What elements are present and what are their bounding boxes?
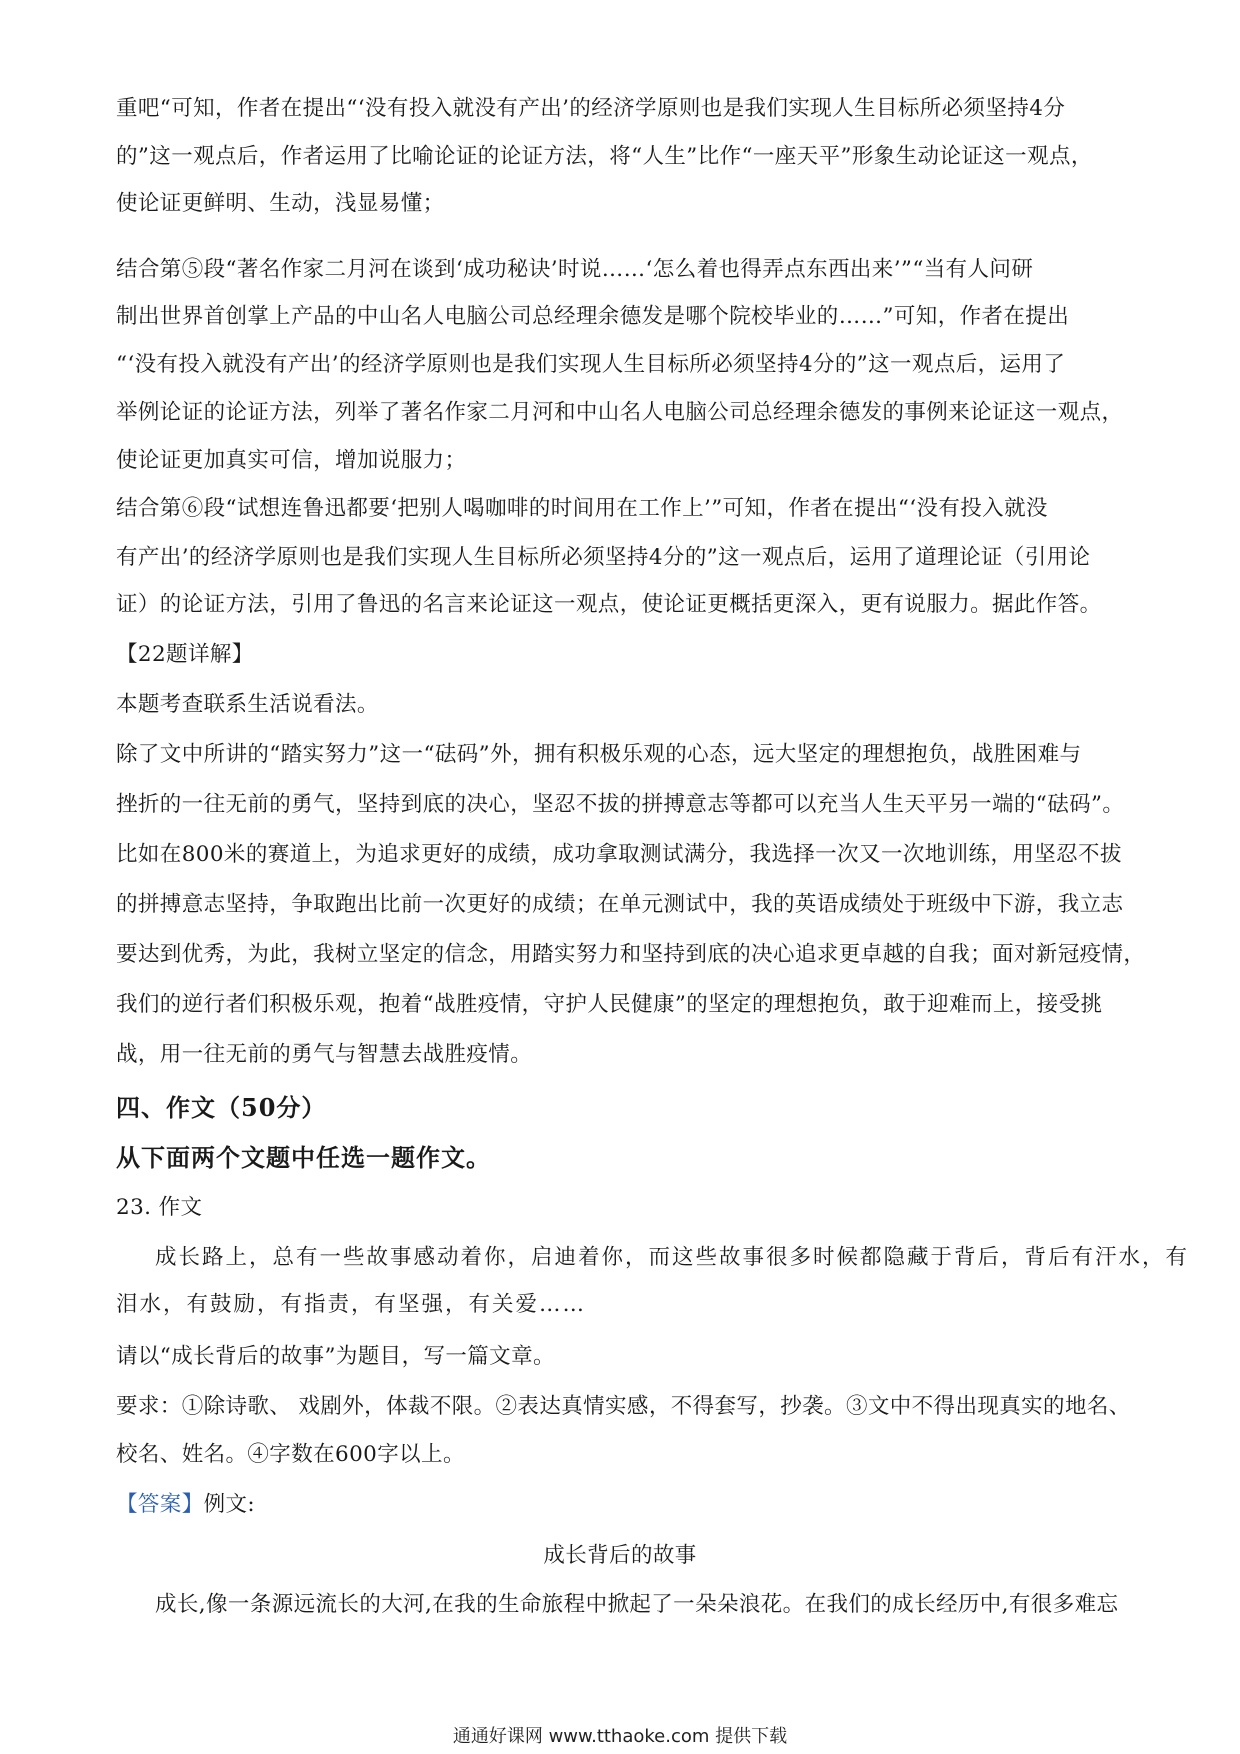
text-line: 举例论证的论证方法，列举了著名作家二月河和中山名人电脑公司总经理余德发的事例来论证这一观点， [116, 400, 1124, 425]
essay-first-line: 成长,像一条源远流长的大河,在我的生命旅程中掀起了一朵朵浪花。在我们的成长经历中,有很多难忘 [155, 1592, 1119, 1617]
text-line: 的拼搏意志坚持，争取跑出比前一次更好的成绩；在单元测试中，我的英语成绩处于班级中下游，我立志 [116, 892, 1124, 917]
text-line: 战，用一往无前的勇气与智慧去战胜疫情。 [116, 1042, 533, 1067]
text-line: 比如在800米的赛道上，为追求更好的成绩，成功拿取测试满分，我选择一次又一次地训练，用坚忍不拔 [116, 842, 1122, 867]
answer-label: 例文: [203, 1492, 256, 1517]
prompt-line: 泪水，有鼓励，有指责，有坚强，有关爱…… [116, 1292, 587, 1317]
text-line: 本题考查联系生活说看法。 [116, 692, 379, 717]
text-line: 结合第⑤段“著名作家二月河在谈到‘成功秘诀’时说……‘怎么着也得弄点东西出来’”“当有人问研 [116, 257, 1034, 282]
text-line: 除了文中所讲的“踏实努力”这一“砝码”外，拥有积极乐观的心态，远大坚定的理想抱负，战胜困难与 [116, 742, 1082, 767]
text-line: 挫折的一往无前的勇气，坚持到底的决心，坚忍不拔的拼搏意志等都可以充当人生天平另一端的“砝码”。 [116, 792, 1125, 817]
text-line: 的”这一观点后，作者运用了比喻论证的论证方法，将“人生”比作“一座天平”形象生动论证这一观点， [116, 144, 1093, 169]
text-line: 证）的论证方法，引用了鲁迅的名言来论证这一观点，使论证更概括更深入，更有说服力。据此作答。 [116, 592, 1102, 617]
text-line: 结合第⑥段“试想连鲁迅都要‘把别人喝咖啡的时间用在工作上’”可知，作者在提出“‘没有投入就没 [116, 496, 1048, 521]
text-line: 制出世界首创掌上产品的中山名人电脑公司总经理余德发是哪个院校毕业的……”可知，作者在提出 [116, 304, 1070, 329]
text-line: 我们的逆行者们积极乐观，抱着“战胜疫情，守护人民健康”的坚定的理想抱负，敢于迎难而上，接受挑 [116, 992, 1103, 1017]
text-line: 重吧“可知，作者在提出“‘没有投入就没有产出’的经济学原则也是我们实现人生目标所必须坚持4分 [116, 96, 1066, 121]
text-line: 要达到优秀，为此，我树立坚定的信念，用踏实努力和坚持到底的决心追求更卓越的自我；面对新冠疫情， [116, 942, 1146, 967]
question-number: 23. 作文 [116, 1195, 203, 1220]
page-footer: 通通好课网 www.tthaoke.com 提供下载 [452, 1726, 788, 1747]
task-line: 请以“成长背后的故事”为题目，写一篇文章。 [116, 1344, 555, 1369]
text-line: “‘没有投入就没有产出’的经济学原则也是我们实现人生目标所必须坚持4分的”这一观点后，运用了 [116, 352, 1066, 377]
section-instruction: 从下面两个文题中任选一题作文。 [116, 1143, 491, 1172]
text-line: 有产出’的经济学原则也是我们实现人生目标所必须坚持4分的”这一观点后，运用了道理论证（引用论 [116, 545, 1091, 570]
prompt-line: 成长路上，总有一些故事感动着你，启迪着你，而这些故事很多时候都隐藏于背后，背后有汗水，有 [155, 1245, 1190, 1270]
section-title: 四、作文（50分） [116, 1093, 327, 1122]
answer-tag: 【答案】 [116, 1492, 204, 1517]
answer-line [116, 1490, 1146, 1520]
requirement-line: 要求：①除诗歌、 戏剧外，体裁不限。②表达真情实感，不得套写，抄袭。③文中不得出现真实的地名、 [116, 1394, 1131, 1419]
text-line: 使论证更鲜明、生动，浅显易懂； [116, 191, 445, 216]
essay-title: 成长背后的故事 [543, 1543, 697, 1568]
requirement-line: 校名、姓名。④字数在600字以上。 [116, 1442, 465, 1467]
section-heading-22: 【22题详解】 [116, 642, 254, 667]
text-line: 使论证更加真实可信，增加说服力； [116, 448, 467, 473]
